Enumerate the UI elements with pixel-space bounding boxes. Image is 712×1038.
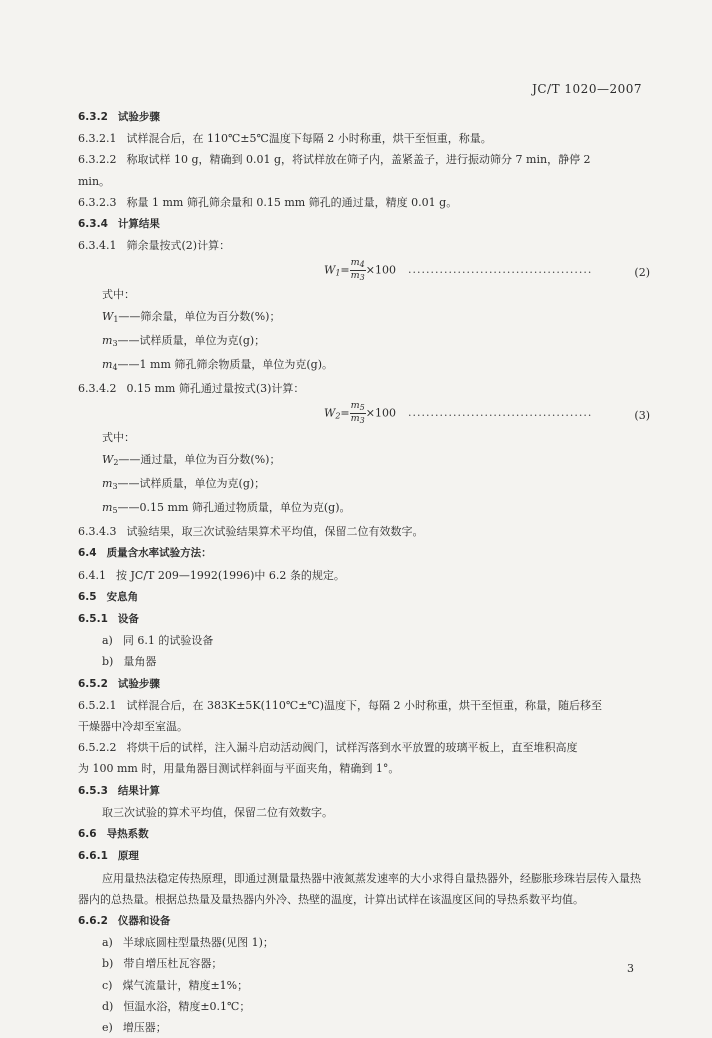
section-heading — [78, 823, 650, 845]
clause-text: 恒温水浴，精度±0.1℃； — [123, 999, 251, 1013]
formula-2-legend — [78, 284, 650, 378]
clause-text: 原理 — [117, 850, 139, 863]
section-heading — [78, 542, 650, 564]
clause-text: 试样混合后，在 110℃±5℃温度下每隔 2 小时称重，烘干至恒重，称量。 — [126, 132, 492, 146]
clause-number: b) — [102, 655, 114, 669]
clause-number: 6.6 — [78, 828, 97, 841]
variable-subscript: 3 — [112, 338, 118, 348]
list-item — [78, 630, 650, 651]
variable-symbol: W — [102, 452, 114, 466]
section-heading — [78, 106, 650, 128]
clause-number: 6.5.2.2 — [78, 741, 117, 755]
where-label: 式中： — [102, 288, 135, 302]
document-body — [78, 106, 650, 1038]
clause-number: c) — [102, 978, 113, 992]
clause-text: 将烘干后的试样，注入漏斗启动活动阀门，试样泻落到水平放置的玻璃平板上，直至堆积高度 — [126, 741, 578, 755]
clause-line — [78, 149, 650, 170]
section-heading — [78, 780, 650, 802]
formula-2-leader-dots: ········································· — [408, 266, 593, 280]
standard-code: JC/T 1020—2007 — [532, 82, 642, 96]
clause-text: 设备 — [117, 613, 139, 626]
clause-text: 结果计算 — [117, 784, 160, 797]
formula-3-leader-dots: ········································· — [408, 409, 593, 423]
clause-number: 6.6.1 — [78, 850, 108, 863]
clause-number: 6.3.2.2 — [78, 153, 117, 167]
clause-number: 6.5.2.1 — [78, 698, 117, 712]
variable-subscript: 3 — [112, 481, 118, 491]
clause-line — [78, 737, 650, 758]
clause-text: 仪器和设备 — [117, 914, 171, 927]
formula-2 — [78, 256, 650, 284]
continuation-line — [78, 758, 650, 779]
section-heading — [78, 213, 650, 235]
clause-line — [78, 128, 650, 149]
clause-text: 试验结果，取三次试验结果算术平均值，保留二位有效数字。 — [126, 525, 424, 539]
variable-subscript: 1 — [113, 314, 119, 324]
clause-text: 试样混合后，在 383K±5K(110℃±℃)温度下，每隔 2 小时称重，烘干至恒重，称量，随后移至 — [126, 698, 603, 712]
clause-text: 计算结果 — [117, 218, 160, 231]
clause-number: 6.5.3 — [78, 784, 108, 797]
clause-line — [78, 565, 650, 586]
variable-symbol: m — [102, 476, 113, 490]
variable-description: ——0.15 mm 筛孔通过物质量，单位为克(g)。 — [117, 501, 351, 515]
clause-number: 6.5 — [78, 590, 97, 603]
variable-subscript: 5 — [112, 506, 118, 516]
variable-subscript: 2 — [113, 457, 119, 467]
page-number: 3 — [627, 962, 634, 975]
clause-text: 量角器 — [123, 655, 157, 669]
clause-number: 6.5.2 — [78, 677, 108, 690]
continuation-line — [78, 716, 650, 737]
list-item — [78, 932, 650, 953]
clause-text: 安息角 — [106, 590, 139, 603]
clause-text: 同 6.1 的试验设备 — [122, 634, 214, 648]
variable-description: ——1 mm 筛孔筛余物质量，单位为克(g)。 — [117, 358, 334, 372]
formula-3-legend — [78, 427, 650, 521]
formula-3 — [78, 399, 650, 427]
formula-2-expression: $W_1=$ $\frac{m_4}{m_3}$ ×100 — [324, 257, 396, 283]
clause-number: a) — [102, 936, 113, 950]
variable-definition — [78, 330, 650, 354]
list-item — [78, 996, 650, 1017]
paragraph: 应用量热法稳定传热原理，即通过测量量热器中液氮蒸发速率的大小求得自量热器外，经膨胀珍珠岩层传入量热器内的总热量。根据总热量及量热器内外冷、热壁的温度，计算出试样在该温度区间的导热系数平均值。 — [78, 871, 641, 906]
variable-description: ——通过量，单位为百分数(%)； — [118, 452, 281, 466]
clause-line — [78, 521, 650, 542]
clause-text: 称量 1 mm 筛孔筛余量和 0.15 mm 筛孔的通过量，精度 0.01 g。 — [126, 195, 458, 209]
clause-number: 6.5.1 — [78, 613, 108, 626]
clause-number: 6.3.4.3 — [78, 525, 117, 539]
clause-number: 6.3.2.1 — [78, 132, 117, 146]
variable-subscript: 4 — [112, 363, 118, 373]
paragraph: 取三次试验的算术平均值，保留二位有效数字。 — [102, 805, 333, 819]
formula-3-expression: $W_2=$ $\frac{m_5}{m_3}$ ×100 — [324, 400, 396, 426]
section-heading — [78, 586, 650, 608]
variable-definition — [78, 473, 650, 497]
clause-number: 6.4.1 — [78, 568, 106, 582]
clause-line — [78, 235, 650, 256]
variable-definition — [78, 449, 650, 473]
clause-text: 增压器； — [122, 1020, 167, 1034]
clause-text: 按 JC/T 209—1992(1996)中 6.2 条的规定。 — [116, 568, 345, 582]
list-item — [78, 975, 650, 996]
clause-number: 6.6.2 — [78, 914, 108, 927]
clause-text: 试验步骤 — [117, 677, 160, 690]
clause-number: a) — [102, 634, 113, 648]
clause-text: 筛余量按式(2)计算： — [126, 239, 231, 253]
clause-text: 为 100 mm 时，用量角器目测试样斜面与平面夹角，精确到 1°。 — [78, 762, 400, 776]
clause-number: e) — [102, 1020, 113, 1034]
clause-text: 质量含水率试验方法： — [106, 547, 212, 560]
list-item — [78, 1017, 650, 1038]
variable-definition — [78, 354, 650, 378]
formula-2-number: (2) — [634, 266, 650, 280]
clause-number: b) — [102, 957, 114, 971]
clause-text: 煤气流量计，精度±1%； — [122, 978, 249, 992]
variable-symbol: m — [102, 333, 113, 347]
variable-description: ——试样质量，单位为克(g)； — [117, 333, 266, 347]
clause-text: 半球底圆柱型量热器(见图 1)； — [122, 936, 274, 950]
formula-3-number: (3) — [634, 409, 650, 423]
section-heading — [78, 673, 650, 695]
list-item — [78, 651, 650, 672]
clause-number: 6.3.4.1 — [78, 239, 117, 253]
where-label: 式中： — [102, 431, 135, 445]
clause-line — [78, 695, 650, 716]
section-heading — [78, 910, 650, 932]
clause-text: 干燥器中冷却至室温。 — [78, 720, 188, 734]
clause-6-3-4-2: 6.3.4.2 0.15 mm 筛孔通过量按式(3)计算： — [78, 382, 305, 396]
list-item — [78, 953, 650, 974]
variable-symbol: W — [102, 309, 114, 323]
clause-text: 导热系数 — [106, 828, 149, 841]
clause-number: 6.3.2 — [78, 111, 108, 123]
section-heading — [78, 608, 650, 630]
variable-definition — [78, 306, 650, 330]
variable-symbol: m — [102, 501, 113, 515]
clause-number: 6.4 — [78, 547, 97, 560]
section-heading — [78, 845, 650, 867]
clause-text: 称取试样 10 g，精确到 0.01 g，将试样放在筛子内，盖紧盖子，进行振动筛分 7 min，静停 2 — [126, 153, 591, 167]
clause-line — [78, 192, 650, 213]
clause-number: 6.3.4 — [78, 218, 108, 231]
variable-description: ——试样质量，单位为克(g)； — [117, 476, 266, 490]
clause-text: 带自增压杜瓦容器； — [123, 957, 223, 971]
variable-description: ——筛余量，单位为百分数(%)； — [118, 309, 281, 323]
clause-number: 6.3.2.3 — [78, 195, 117, 209]
variable-symbol: m — [102, 358, 113, 372]
clause-text: 试验步骤 — [117, 111, 160, 123]
variable-definition — [78, 497, 650, 521]
clause-text: min。 — [78, 174, 111, 188]
clause-number: d) — [102, 999, 114, 1013]
continuation-line — [78, 171, 650, 192]
